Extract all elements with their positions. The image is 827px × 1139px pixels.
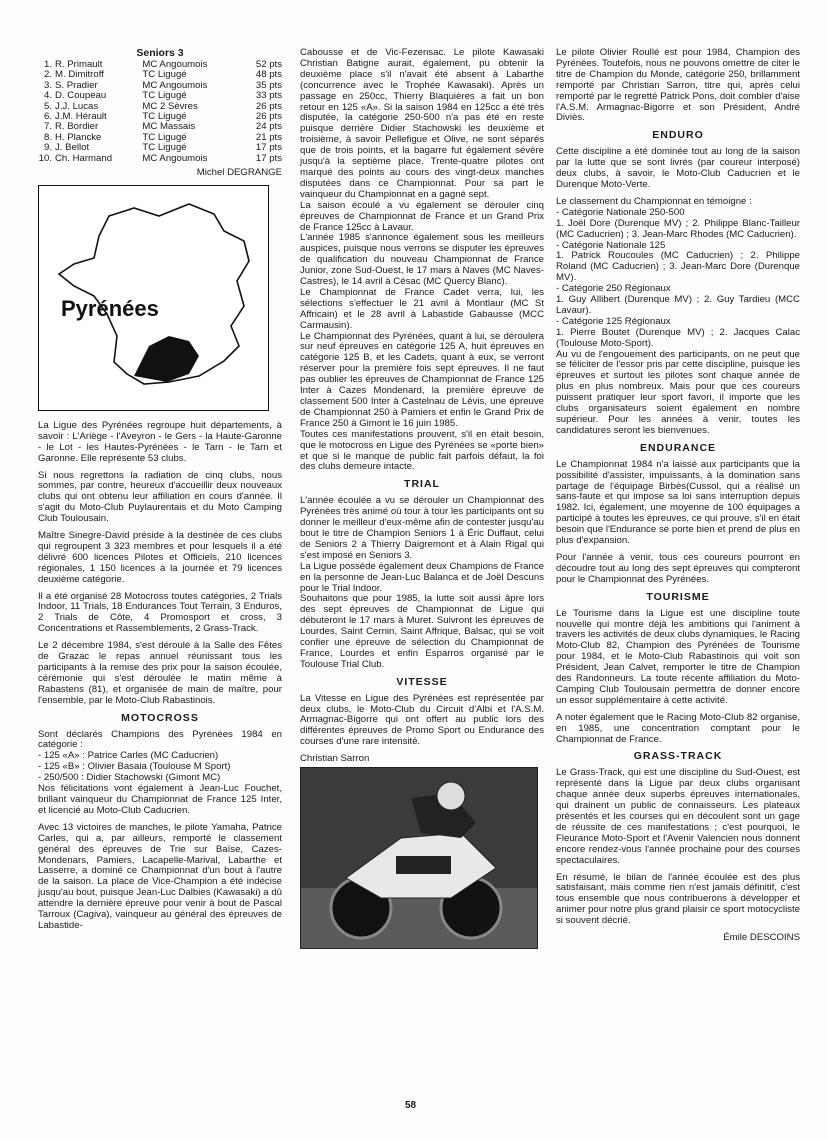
paragraph: Le Championnat de France Cadet verra, lui, les sélections s'effectuer le 21 avril à Montlaur (MC St Affricain) et le 28 avril à Labastide Gabausse (MCC Carmausin). <box>300 286 544 331</box>
ranking-rank: 8. <box>43 131 52 143</box>
table-row <box>38 143 282 153</box>
seniors-ranking-table <box>38 60 282 164</box>
category-label: - Catégorie Nationale 250-500 <box>556 206 685 218</box>
author-signature: Émile DESCOINS <box>723 932 800 944</box>
ranking-rank: 10. <box>38 152 52 164</box>
paragraph: Pour l'année à venir, tous ces coureurs pourront en découdre tout au long des sept épreuves qui compteront pour le Championnat des Pyrénées. <box>556 551 800 585</box>
champion-item: - 250/500 : Didier Stachowski (Gimont MC) <box>38 772 221 784</box>
paragraph: Cabousse et de Vic-Fezensac. Le pilote Kawasaki Christian Batigne aurait, également, pu obtenir la deuxième place s'il n'avait été absent à Labarthe (concurrence avec le Trophée Kawasaki). Après un passage en 250cc, Thierry Blaquières a fait un bon retour en 125 «A». Si la saison 1984 en 125cc a été très disputée, la catégorie 250-500 n'a pas été en reste puisque derrière Didier Stachowski les deuxième et troisième, à savoir Pellefigue et Olive, ne sont séparés que de trois points, et la bagarre fut également sévère jusqu'à la septième place. Trente-quatre pilotes ont marqué des points au cours des vingt-deux manches disputées dans ce Championnat. Pour sa part le vainqueur du Championnat en a gagné sept. <box>300 47 544 200</box>
category-results: 1. Patrick Roucoules (MC Caducrien) ; 2. Philippe Roland (MC Caducrien) ; 3. Jean-Marc Dore (Durenque MV). <box>556 250 800 284</box>
paragraph: En résumé, le bilan de l'année écoulée est des plus satisfaisant, mais comme rien n'est jamais définitif, c'est tous ensemble que nous contribuerons à développer et animer pour notre plus grand plaisir ce sport motocycliste si souvent décrié. <box>556 871 800 927</box>
ranking-pts: 17 pts <box>255 152 282 164</box>
ranking-club: TC Ligugé <box>142 142 187 154</box>
photo-caption: Christian Sarron <box>300 753 370 765</box>
ranking-name: D. Coupeau <box>55 90 107 102</box>
ranking-rank: 1. <box>43 58 52 70</box>
ranking-club: TC Ligugé <box>142 131 187 143</box>
ranking-club: TC Ligugé <box>142 110 187 122</box>
paragraph: Il a été organisé 28 Motocross toutes catégories, 2 Trials Indoor, 11 Trials, 18 Endurances Tout Terrain, 3 Enduros, 2 Trials de Côte, 4 Promosport et cross, 3 Concentrations et Rassemblements, 2 Grass-Track. <box>38 590 282 635</box>
paragraph: L'année écoulée a vu se dérouler un Championnat des Pyrénées très animé où tour à tour les participants ont su donner le meilleur d'eux-même afin de contester jusqu'au bout le titre de Champion Seniors 1 à Éric Duffaut, celui de Seniors 2 à Thierry Daigremont et à Alain Rigal qui s'est imposé en Seniors 3. <box>300 495 544 561</box>
ranking-club: TC Ligugé <box>142 69 187 81</box>
ranking-pts: 21 pts <box>255 131 282 143</box>
page-number: 58 <box>405 1100 417 1111</box>
section-heading-vitesse: VITESSE <box>396 675 448 688</box>
section-heading-tourisme: TOURISME <box>646 590 710 603</box>
section-heading-endurance: ENDURANCE <box>639 441 717 454</box>
ranking-rank: 4. <box>43 90 52 102</box>
paragraph: La saison écoulé a vu également se dérouler cinq épreuves de Championnat de France et un Grand Prix de France 125cc à Lavaur. <box>300 199 544 233</box>
paragraph: La Ligue des Pyrénées regroupe huit départements, à savoir : L'Ariège - l'Aveyron - le Gers - la Haute-Garonne - le Lot - les Hautes-Pyrénées - le Tarn - le Tarn et Garonne. Elle représente 53 clubs. <box>38 419 282 464</box>
paragraph: Sont déclarés Champions des Pyrénées 1984 en catégorie : <box>38 728 282 751</box>
ranking-rank: 7. <box>43 121 52 133</box>
map-label: Pyrénées <box>61 295 159 321</box>
paragraph: Le 2 décembre 1984, s'est déroulé à la Salle des Fêtes de Grazac le repas annuel réunissant tous les participants à la remise des prix pour la saison écoulée, cérémonie qui s'est déroulée le matin même à Rabastens (81), et organisée de main de maître, pour l'ensemble, par le Moto-Club Rabastinois. <box>38 640 282 706</box>
seniors-title: Seniors 3 <box>136 47 184 59</box>
paragraph: La Vitesse en Ligue des Pyrénées est représentée par deux clubs, le Moto-Club du Circuit d'Albi et l'A.S.M. Armagnac-Bigorre qui ont offert au public lors des différentes épreuves de Promo Sport ou Endurance des courses d'une rare intensité. <box>300 692 544 748</box>
category-results: 1. Guy Allibert (Durenque MV) ; 2. Guy Tardieu (MCC Lavaur). <box>556 294 800 316</box>
ranking-name: Ch. Harmand <box>55 152 113 164</box>
region-map <box>38 185 269 411</box>
paragraph: Le Championnat des Pyrénées, quant à lui, se déroulera sur neuf épreuves en catégorie 125 A, huit épreuves en catégorie 125 B, et les Cadets, quant à eux, se verront réserver pour la première fois sept épreuves. Il ne faut pas oublier les épreuves de Championnat de France 125 Inter à Cazes Mondenard, la première épreuve de classement 500 Inter à Castelnau de Lévis, une épreuve de Championnat 250 à Pamiers et enfin le Grand Prix de France 250 à Gimont le 16 juin 1985. <box>300 330 544 429</box>
ranking-club: MC Angoumois <box>142 79 208 91</box>
paragraph: Le classement du Championnat en témoigne : <box>556 195 752 207</box>
section-heading-grass-track: GRASS-TRACK <box>633 750 723 763</box>
paragraph: La Ligue possède également deux Champions de France en la personne de Jean-Luc Balanca et de Joël Descuns pour le Trial Indoor. <box>300 560 544 594</box>
ranking-rank: 5. <box>43 100 52 112</box>
ranking-pts: 26 pts <box>255 100 282 112</box>
ranking-rank: 2. <box>43 69 52 81</box>
motorcycle-photo <box>300 767 538 949</box>
paragraph: Cette discipline a été dominée tout au long de la saison par la lutte que se sont livrés (par coureur interposé) deux clubs, à savoir, le Moto-Club Caducrien et le Durenque Moto-Verte. <box>556 146 800 190</box>
category-results: 1. Pierre Boutet (Durenque MV) ; 2. Jacques Calac (Toulouse Moto-Sport). <box>556 326 800 349</box>
ranking-pts: 17 pts <box>255 142 282 154</box>
ranking-club: TC Ligugé <box>142 90 187 102</box>
ranking-pts: 35 pts <box>255 79 282 91</box>
paragraph: Le Championnat 1984 n'a laissé aux participants que la possibilité d'assister, impuissants, à la domination sans partage de l'équipage Birbès(Cussol, qui a réalisé un sans-faute et qui impose sa loi sans interruption depuis 1982. Ici, également, une moyenne de 100 équipages a participé à toutes les épreuves, ce qui prouve, s'il en était besoin que l'Endurance se porte bien et prend de plus en plus d'expansion. <box>556 458 800 547</box>
ranking-pts: 33 pts <box>255 90 282 102</box>
ranking-rank: 6. <box>43 110 52 122</box>
ranking-club: MC 2 Sèvres <box>142 100 198 112</box>
paragraph: Nos félicitations vont également à Jean-Luc Fouchet, brillant vainqueur du Championnat de France 125 Inter, et licencié au Moto-Club Caducrien. <box>38 783 282 816</box>
paragraph: Si nous regrettons la radiation de cinq clubs, nous sommes, par contre, heureux d'accueillir deux nouveaux clubs qui ont obtenu leur affiliation en cours d'année. Il s'agit du Moto-Club Puylaurentais et du Moto Camping Club Toulousain. <box>38 469 282 525</box>
ranking-rank: 9. <box>43 142 52 154</box>
ranking-name: H. Plancke <box>55 131 102 143</box>
ranking-club: MC Angoumois <box>142 152 208 164</box>
ranking-name: J.J. Lucas <box>55 100 99 112</box>
paragraph: Le Grass-Track, qui est une discipline du Sud-Ouest, est représenté dans la Ligue par deux clubs organisant chaque année deux superbs épreuves internationales, qui drainent un public de connaisseurs. Les plateaux présentés et les courses qui en découlent sont un gage de réussite de ces manifestations ; c'est pourquoi, le Fleurance Moto-Sport et l'Avenir Valencien nous donnent encore rendez-vous l'année prochaine pour des courses spectaculaires. <box>556 767 800 866</box>
paragraph: Toutes ces manifestations prouvent, s'il en était besoin, que le motocross en Ligue des Pyrénées se «porte bien» et que si le manque de public fait parfois défaut, la foi des clubs demeure intacte. <box>300 428 544 473</box>
table-row <box>38 154 282 164</box>
paragraph: L'année 1985 s'annonce également sous les meilleurs auspices, puisque nous verrons se disputer les épreuves de qualification du nouveau Championnat de France Junior, zone Sud-Ouest, le 17 mars à Naves (MC Naves-Castres), le 14 avril à Césac (MC Quercy Blanc). <box>300 232 544 288</box>
ranking-club: MC Angoumois <box>142 58 208 70</box>
section-heading-enduro: ENDURO <box>652 129 704 142</box>
motorcycle-racer-icon <box>301 768 537 948</box>
ranking-name: M. Dimitroff <box>55 69 104 81</box>
column-middle <box>300 48 544 949</box>
ranking-name: R. Primault <box>55 58 103 70</box>
champion-item: - 125 «A» : Patrice Carles (MC Caducrien) <box>38 750 219 762</box>
ranking-club: MC Massais <box>142 121 196 133</box>
ranking-name: J.M. Hérault <box>55 110 107 122</box>
paragraph: Le pilote Olivier Roullé est pour 1984, Champion des Pyrénées. Toutefois, nous ne pouvons omettre de citer le titre de Champion du Monde, catégorie 250, brillamment remporté par Christian Sarron, titre qui, après celui remporté par le regretté Patrick Pons, doit combler d'aise l'A.S.M. Armagnac-Bigorre et son Président, André Diviès. <box>556 47 800 124</box>
ranking-pts: 52 pts <box>255 58 282 70</box>
category-label: - Catégorie Nationale 125 <box>556 239 666 251</box>
paragraph: Souhaitons que pour 1985, la lutte soit aussi âpre lors des sept épreuves de Championnat de Ligue qui débuteront le 17 mars à Muret. Suivront les épreuves de Lourdes, Saint Cernin, Saint Affrique, Balsac, qui se voit confier une épreuve de sélection du Championnat de France, Lourdes et enfin Esparros organisé par le Toulouse Trial Club. <box>300 593 544 670</box>
seniors-signature: Michel DEGRANGE <box>196 166 282 178</box>
section-heading-motocross: MOTOCROSS <box>121 711 199 724</box>
section-heading-trial: TRIAL <box>404 478 440 491</box>
paragraph: A noter également que le Racing Moto-Club 82 organise, en 1985, une concentration comptant pour le Championnat de France. <box>556 711 800 745</box>
champion-item: - 125 «B» : Olivier Basaia (Toulouse M Sport) <box>38 761 231 773</box>
category-results: 1. Joël Dore (Durenque MV) ; 2. Philippe Blanc-Tailleur (MC Caducrien) ; 3. Jean-Marc Rhodes (MC Caducrien). <box>556 217 800 240</box>
ranking-name: S. Pradier <box>55 79 98 91</box>
column-left <box>38 48 282 938</box>
paragraph: Le Tourisme dans la Ligue est une discipline toute nouvelle qui montre déjà les ambitions qui l'animent à travers les activités de deux clubs dynamiques, le Racing Moto-Club 82, Champion des Pyrénées de Tourisme pour 1984, et le Moto-Club Rabastinois qui voit son Président, Jean Calvet, remporter le titre de Champion des Randonneurs. La toute récente affiliation du Moto-Camping Club Toulousain permettra de donner encore un essor supplémentaire à cette activité. <box>556 607 800 706</box>
ranking-rank: 3. <box>43 79 52 91</box>
table-row <box>38 91 282 101</box>
paragraph: Maître Sinegre-David préside à la destinée de ces clubs qui regroupent 3 323 membres et pour lesquels il a été délivré 600 licences Pilotes et Officiels, 210 licences régionales, 1 150 licences à la journée et 79 licences deuxième catégorie. <box>38 530 282 585</box>
ranking-pts: 48 pts <box>255 69 282 81</box>
paragraph: Avec 13 victoires de manches, le pilote Yamaha, Patrice Carles, qui a, par ailleurs, remporté le classement général des épreuves de Trie sur Baïse, Cazes-Mondenars, Pamiers, Lacapelle-Marival, Labarthe et Lasserre, a dominé ce Championnat d'un bout à l'autre de la saison. La place de Vice-Champion a été indécise jusqu'au bout, puisque Jean-Luc Dalbies (Kawasaki) a dû attendre la dernière épreuve pour venir à bout de Pascal Tarroux (Cagiva), vainqueur au général des épreuves de Labastide- <box>38 821 282 931</box>
ranking-name: R. Bordier <box>55 121 99 133</box>
ranking-name: J. Bellot <box>55 142 90 154</box>
ranking-pts: 24 pts <box>255 121 282 133</box>
paragraph: Au vu de l'engouement des participants, on ne peut que se féliciter de l'essor pris par cette discipline, puisque les épreuves et surtout les pilotes sont chaque année de plus en plus nombreux. Mais pour que ces coureurs puissent pratiquer leur sport favori, il importe que les clubs organisateurs soient également en nombre supérieur. Pour les années à venir, toutes les candidatures seront les bienvenues. <box>556 348 800 436</box>
category-label: - Catégorie 250 Régionaux <box>556 283 671 295</box>
ranking-pts: 26 pts <box>255 110 282 122</box>
category-label: - Catégorie 125 Régionaux <box>556 315 671 327</box>
column-right <box>556 48 800 950</box>
